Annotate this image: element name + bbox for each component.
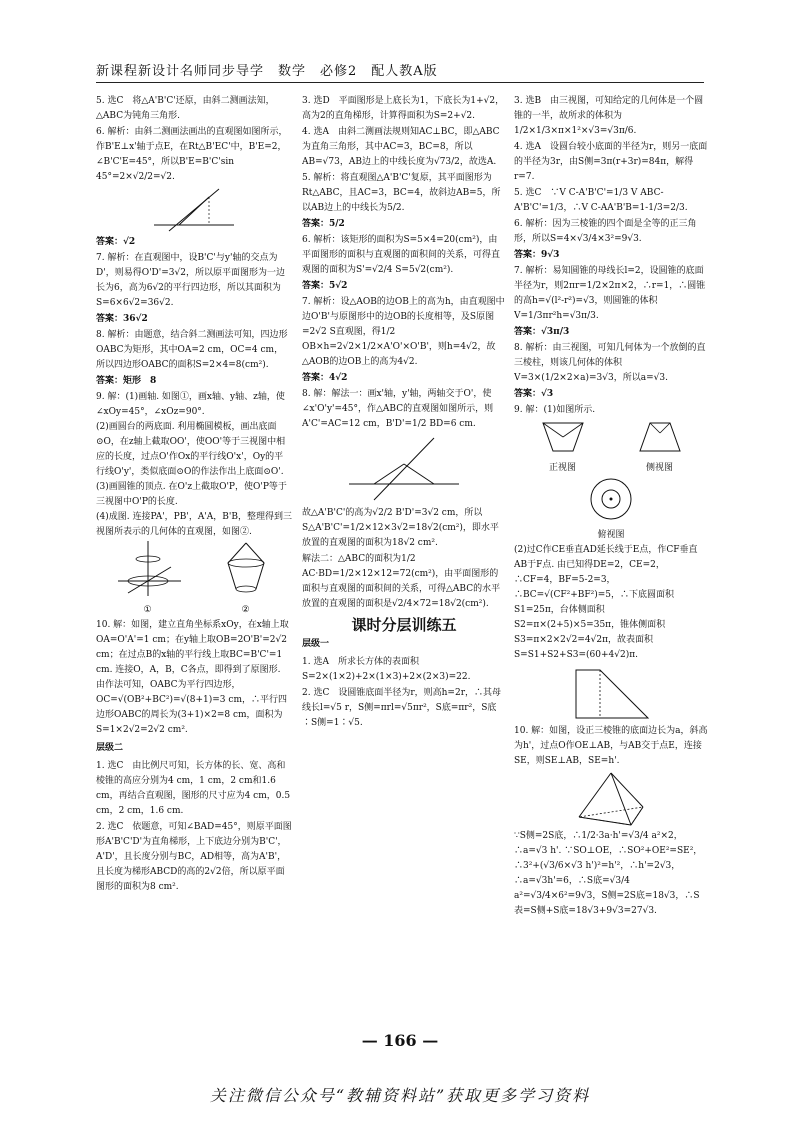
three-views: [514, 419, 708, 476]
level1-answer-6-result: 答案：9√3: [514, 250, 560, 260]
level1-answer-9: 9. 解：(1)如图所示.: [514, 405, 596, 415]
level1-answer-5: 5. 选C ∵V C-A'B'C'=1/3 V ABC-A'B'C'=1/3，∴V C-AA'B'B=1-1/3=2/3.: [514, 188, 688, 213]
oblique-triangle-figure: [149, 187, 239, 233]
page-footer: 关注微信公众号“教辅资料站”获取更多学习资料: [209, 1086, 591, 1105]
side-view-figure: [632, 419, 688, 455]
top-view: [514, 476, 708, 543]
page-header: 新课程新设计名师同步导学 数学 必修2 配人教A版: [96, 60, 704, 83]
level1-answer-7-result: 答案：√3π/3: [514, 327, 570, 337]
level2-answer-4: 4. 选A 由斜二测画法规则知AC⊥BC，即△ABC为直角三角形，其中AC=3，BC=8，所以AB=√73，AB边上的中线长度为√73/2，故选A.: [302, 127, 500, 167]
level1-answer-6: 6. 解析：因为三棱锥的四个面是全等的正三角形，所以S=4×√3/4×3²=9√3.: [514, 219, 697, 244]
axes-figure: [113, 541, 183, 597]
level1-answer-8-result: 答案：√3: [514, 389, 554, 399]
page-number: — 166 —: [361, 1031, 439, 1050]
side-view-label: 侧视图: [645, 463, 673, 473]
level1-answer-10: 10. 解：如图，设正三棱锥的底面边长为a，斜高为h'，过点O作OE⊥AB，与AB交于点E，连接SE，则SE⊥AB，SE=h'.: [514, 726, 708, 766]
level2-answer-8-method2: 解法二：△ABC的面积为1/2 AC·BD=1/2×12×12=72(cm²)，由平面图形的面积与直观图的面积间的关系，可得△ABC的水平放置的直观图的面积是√2/4×72=18√2(cm²).: [302, 554, 501, 609]
frustum-cone-figure: [216, 541, 276, 597]
figure-2-label: ②: [241, 605, 250, 615]
level1-answer-8: 8. 解析：由三视图，可知几何体为一个放倒的直三棱柱，则该几何体的体积V=3×(1/2×2×a)=3√3，所以a=√3.: [514, 343, 706, 383]
answer-9: 9. 解：(1)画轴. 如图①，画x轴、y轴、z轴，使∠xOy=45°，∠xOz=90°. (2)画圆台的两底面. 利用椭圆模板，画出底面⊙O，在z轴上截取OO'，使OO'等于三视图中相应的长度，过点O'作Ox的平行线O'x'，Oy的平行线O'y'，类似底面⊙O的作法作出上底面⊙O'. (3)画圆锥的顶点. 在O'z上截取O'P，使O'P等于三视图中O'P的长度. (4)成图. 连接PA'，PB'，A'A，B'B，整理得到三视图所表示的几何体的直观图，如图②.: [96, 392, 292, 537]
level1-answer-9-part2: (2)过C作CE垂直AD延长线于E点，作CF垂直AB于F点. 由已知得DE=2，CE=2，∴CF=4，BF=5-2=3，∴BC=√(CF²+BF²)=5，∴下底圆面积S1=25π，台体侧面积S2=π×(2+5)×5=35π，锥体侧面积S3=π×2×2√2=4√2π，故表面积S=S1+S2+S3=(60+4√2)π.: [514, 545, 698, 660]
level1-answer-10-solution: ∵S侧=2S底，∴1/2·3a·h'=√3/4 a²×2，∴a=√3 h'. ∵SO⊥OE，∴SO²+OE²=SE²，∴3²+(√3/6×√3 h')²=h'²，∴h'=2√3，∴a=√3h'=6，∴S底=√3/4 a²=√3/4×6²=9√3，S侧=2S底=18√3，∴S表=S侧+S底=18√3+9√3=27√3.: [514, 831, 703, 916]
front-view: [535, 419, 591, 476]
level1-answer-1: 1. 选A 所求长方体的表面积S=2×(1×2)+2×(1×3)+2×(2×3)=22.: [302, 657, 471, 682]
level2-answer-5: 5. 解析：将直观图△A'B'C'复原，其平面图形为Rt△ABC，且AC=3，BC=4，故斜边AB=5，所以AB边上的中线长为5/2.: [302, 173, 501, 213]
answer-8-result: 答案：矩形 8: [96, 376, 157, 386]
level2-answer-8-area: 故△A'B'C'的高为√2/2 B'D'=3√2 cm，所以S△A'B'C'=1/2×12×3√2=18√2(cm²)，即水平放置的直观图的面积为18√2 cm².: [302, 508, 499, 548]
figure-1: [113, 541, 183, 618]
level2-answer-8: 8. 解：解法一：画x'轴，y'轴，两轴交于O'，使∠x'O'y'=45°，作△ABC的直观图如图所示，则A'C'=AC=12 cm，B'D'=1/2 BD=6 cm.: [302, 389, 494, 429]
frustum-figures: [96, 541, 292, 618]
column-2: [302, 94, 506, 1000]
column-1: [96, 94, 292, 1000]
level2-answer-3: 3. 选D 平面图形是上底长为1，下底长为1+√2，高为2的直角梯形，计算得面积为S=2+√2.: [302, 96, 505, 121]
level2-answer-7: 7. 解析：设△AOB的边OB上的高为h，由直观图中边O'B'与原图形中的边OB的长度相等，及S原图=2√2 S直观图，得1/2 OB×h=2√2×1/2×A'O'×O'B'，则h=4√2，故△AOB的边OB上的高为4√2.: [302, 297, 505, 367]
level2-answer-7-result: 答案：4√2: [302, 373, 348, 383]
level-one-heading: 层级一: [302, 639, 330, 649]
figure-1-label: ①: [143, 605, 152, 615]
answer-7: 7. 解析：在直观图中，设B'C'与y'轴的交点为D'，则易得O'D'=3√2，所以原平面图形为一边长为6，高为6√2的平行四边形，所以其面积为S=6×6√2=36√2.: [96, 253, 285, 308]
level1-answer-7: 7. 解析：易知圆锥的母线长l=2，设圆锥的底面半径为r，则2πr=1/2×2π×2，∴r=1，∴圆锥的高h=√(l²-r²)=√3，则圆锥的体积V=1/3πr²h=√3π/3.: [514, 266, 706, 321]
front-view-figure: [535, 419, 591, 455]
answer-7-result: 答案：36√2: [96, 314, 148, 324]
figure-2: [216, 541, 276, 618]
level2-answer-2: 2. 选C 依题意，可知∠BAD=45°，则原平面图形A'B'C'D'为直角梯形，上下底边分别为B'C'，A'D'，且长度分别与BC，AD相等，高为A'B'，且长度为梯形ABCD的高的2√2倍，所以原平面图形的面积为8 cm².: [96, 822, 292, 892]
trapezoid-solution: [514, 543, 708, 664]
trapezoid-figure: [566, 666, 656, 722]
top-view-label: 俯视图: [597, 530, 625, 540]
answer-10: 10. 解：如图，建立直角坐标系xOy，在x轴上取OA=O'A'=1 cm；在y轴上取OB=2O'B'=2√2 cm；在过点B的x轴的平行线上取BC=B'C'=1 cm. 连接O，A，B，C各点，即得到了原图形. 由作法可知，OABC为平行四边形，OC=√(OB²+BC²)=√(8+1)=3 cm，∴平行四边形OABC的周长为(3+1)×2=8 cm，面积为S=1×2√2=2√2 cm².: [96, 620, 289, 735]
level-two-heading: 层级二: [96, 743, 124, 753]
level2-answer-6-result: 答案：5√2: [302, 281, 348, 291]
answer-5: 5. 选C 将△A'B'C'还原，由斜二测画法知，△ABC为钝角三角形.: [96, 96, 275, 121]
answer-6-result: 答案：√2: [96, 237, 136, 247]
level2-answer-1: 1. 选C 由比例尺可知，长方体的长、宽、高和棱锥的高应分别为4 cm，1 cm，2 cm和1.6 cm，再结合直观图，图形的尺寸应为4 cm，0.5 cm，2 cm，1.6 cm.: [96, 761, 291, 816]
front-view-label: 正视图: [548, 463, 576, 473]
section-title: 课时分层训练五: [351, 616, 457, 634]
answer-8: 8. 解析：由题意，结合斜二测画法可知，四边形OABC为矩形，其中OA=2 cm，OC=4 cm，所以四边形OABC的面积S=2×4=8(cm²).: [96, 330, 288, 370]
level1-answer-3: 3. 选B 由三视图，可知给定的几何体是一个圆锥的一半，故所求的体积为1/2×1/3×π×1²×√3=√3π/6.: [514, 96, 704, 136]
answer-6: 6. 解析：由斜二测画法画出的直观图如图所示，作B'E⊥x'轴于点E，在Rt△B'EC'中，B'E=2，∠B'C'E=45°，所以B'E=B'C'sin 45°=2×√2/2=√2.: [96, 127, 288, 182]
level1-answer-4: 4. 选A 设圆台较小底面的半径为r，则另一底面的半径为3r，由S侧=3π(r+3r)=84π，解得r=7.: [514, 142, 708, 182]
triangle-intuitive-figure: [344, 434, 464, 504]
top-view-figure: [586, 476, 636, 522]
side-view: [632, 419, 688, 476]
level2-answer-5-result: 答案：5/2: [302, 219, 345, 229]
level1-answer-2: 2. 选C 设圆锥底面半径为r，则高h=2r，∴其母线长l=√5 r，S侧=πrl=√5πr²，S底=πr²，S底∶S侧=1∶√5.: [302, 688, 502, 728]
column-3: [514, 94, 708, 1000]
level2-answer-6: 6. 解析：该矩形的面积为S=5×4=20(cm²)，由平面图形的面积与直观图的面积间的关系，可得直观图的面积为S'=√2/4 S=5√2(cm²).: [302, 235, 501, 275]
pyramid-figure: [571, 771, 651, 827]
